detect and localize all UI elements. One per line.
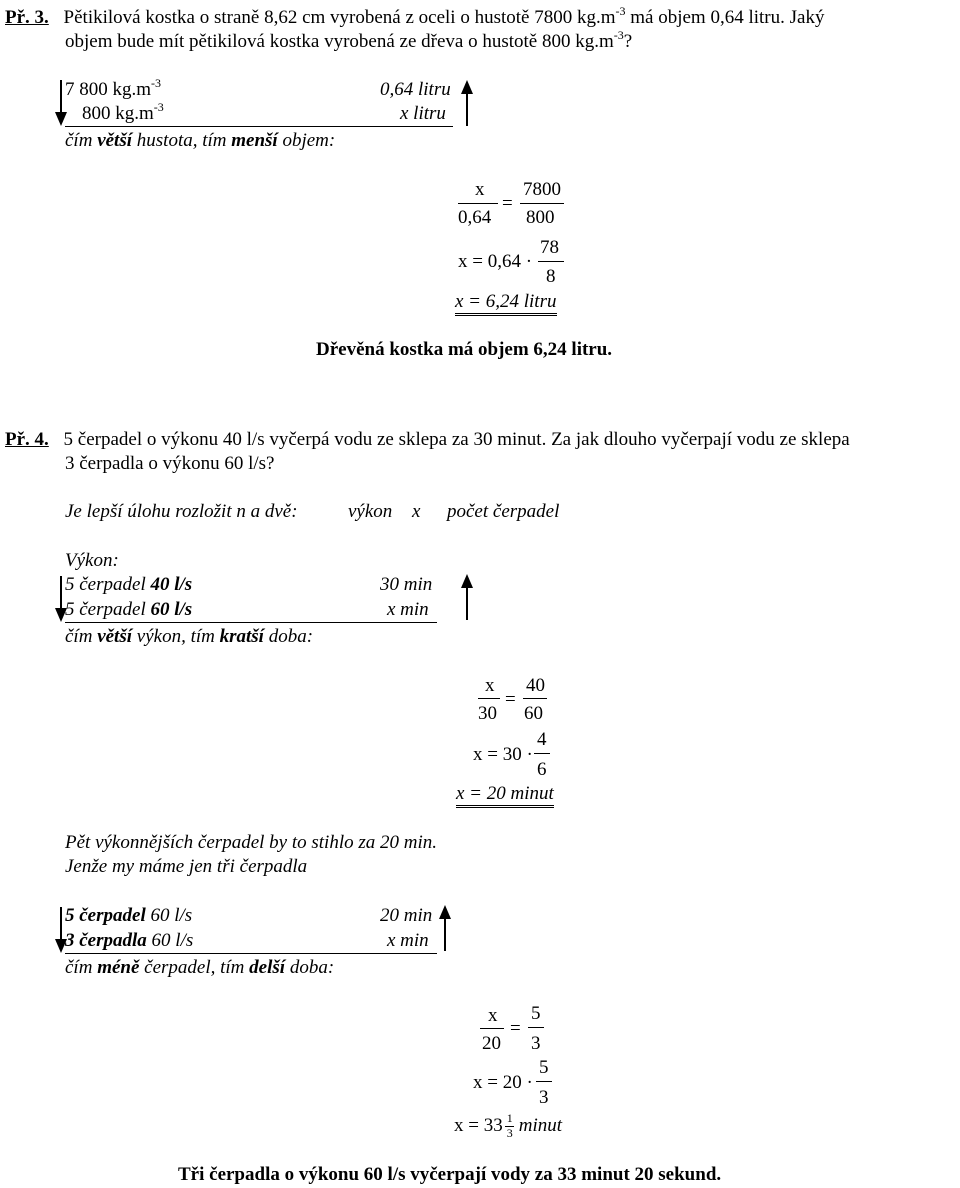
ex4-line2: 3 čerpadla o výkonu 60 l/s? <box>65 453 275 474</box>
ex4-note1: Pět výkonnějších čerpadel by to stihlo za 20 min. <box>65 832 437 853</box>
ex4-split-b: výkon <box>348 501 393 522</box>
ex4-split-d: počet čerpadel <box>447 501 560 522</box>
ex4-divider1 <box>65 622 437 623</box>
ex4-split-c: x <box>412 501 421 522</box>
ex3-text2: objem bude mít pětikilová kostka vyrobená ze dřeva o hustotě 800 kg.m <box>65 31 614 52</box>
eqB-bar <box>534 753 550 754</box>
ex3-divider <box>65 126 453 127</box>
eqB-den: 6 <box>537 759 547 780</box>
ex4-p2-right: x min <box>387 930 429 951</box>
ex4-p1-left: 5 čerpadel 60 l/s <box>65 905 193 926</box>
ex4-divider2 <box>65 953 437 954</box>
eqC-bar-right <box>528 1027 544 1028</box>
ex4-rule2: čím méně čerpadel, tím delší doba: <box>65 957 335 978</box>
eqA-den-left: 30 <box>478 703 497 724</box>
eqA-equals: = <box>505 689 516 710</box>
ex4-vykon-heading: Výkon: <box>65 550 119 571</box>
eq2-num: 78 <box>540 237 559 258</box>
ex3-text2-tail: ? <box>623 31 633 52</box>
eqA-num-left: x <box>485 675 495 696</box>
ex3-row2-left: 800 $kg.m^{-3}$ <box>82 100 164 124</box>
ex3-answer: Dřevěná kostka má objem 6,24 litru. <box>316 339 613 360</box>
ex4-line1 <box>5 428 850 452</box>
ex3-sup2: -3 <box>613 28 624 42</box>
eqA-bar-right <box>523 698 547 699</box>
eqD-den: 3 <box>539 1087 549 1108</box>
eqC-den-left: 20 <box>482 1033 501 1054</box>
eq1-bar-left <box>458 203 498 204</box>
ex4-resultA: x = 20 minut <box>456 784 554 803</box>
eq2-left: x = 0,64 · <box>458 251 533 272</box>
ex3-text1-tail: má objem 0,64 litru. Jaký <box>630 7 825 28</box>
eqC-den-right: 3 <box>531 1033 541 1054</box>
ex4-v1-right: 30 min <box>380 574 433 595</box>
ex3-row1-right: 0,64 litru <box>380 79 451 100</box>
ex3-result: x = 6,24 litru <box>455 292 557 311</box>
eq1-num-left: x <box>475 179 485 200</box>
ex4-v2-right: x min <box>387 599 429 620</box>
ex4-label: Př. 4. <box>5 429 49 450</box>
ex3-row2-right: x litru <box>400 103 446 124</box>
ex3-sup1: -3 <box>615 4 626 18</box>
eqC-equals: = <box>510 1018 521 1039</box>
ex3-line1 <box>5 6 824 31</box>
eqD-left: x = 20 · <box>473 1072 533 1093</box>
eqA-den-right: 60 <box>524 703 543 724</box>
eqD-num: 5 <box>539 1057 549 1078</box>
eqC-bar-left <box>480 1028 504 1029</box>
up-arrow-icon <box>460 80 474 126</box>
ex3-text1: Pětikilová kostka o straně 8,62 cm vyrobená z oceli o hustotě 7800 kg.m <box>63 7 616 28</box>
eq2-bar <box>538 261 564 262</box>
eqB-left: x = 30 · <box>473 744 533 765</box>
ex3-line2 <box>65 30 632 55</box>
eqB-num: 4 <box>537 729 547 750</box>
eq1-equals: = <box>502 193 513 214</box>
eq1-num-right: 7800 <box>523 179 561 200</box>
up-arrow-icon <box>460 574 474 620</box>
eq1-den-right: 800 <box>526 207 555 228</box>
eq1-bar-right <box>520 203 564 204</box>
eqA-bar-left <box>478 698 500 699</box>
ex4-v2-left: 5 čerpadel 60 l/s <box>65 599 193 620</box>
ex4-p1-right: 20 min <box>380 905 433 926</box>
eq1-den-left: 0,64 <box>458 207 492 228</box>
ex4-note2: Jenže my máme jen tři čerpadla <box>65 856 308 877</box>
ex4-text1: 5 čerpadel o výkonu 40 l/s vyčerpá vodu ze sklepa za 30 minut. Za jak dlouho vyčerpají vodu ze sklepa <box>63 429 850 450</box>
ex4-split-a: Je lepší úlohu rozložit n a dvě: <box>65 501 298 522</box>
ex4-p2-left: 3 čerpadla 60 l/s <box>65 930 194 951</box>
ex4-resultB: x = 33 $\frac{1}{3}$ minut <box>454 1111 562 1140</box>
eqA-num-right: 40 <box>526 675 545 696</box>
eqD-bar <box>536 1081 552 1082</box>
eqC-num-left: x <box>488 1005 498 1026</box>
up-arrow-icon <box>438 905 452 951</box>
ex4-v1-left: 5 čerpadel 40 l/s <box>65 574 193 595</box>
ex3-label: Př. 3. <box>5 7 49 28</box>
eq2-den: 8 <box>546 266 556 287</box>
ex3-rule-text: čím větší hustota, tím menší objem: <box>65 130 336 151</box>
mixed-fraction: $\frac{1}{3}$ <box>506 1111 513 1140</box>
ex3-row1-left: 7 800 $kg.m^{-3}$ <box>65 76 162 100</box>
ex4-rule1: čím větší výkon, tím kratší doba: <box>65 626 314 647</box>
eqC-num-right: 5 <box>531 1003 541 1024</box>
ex4-answer: Tři čerpadla o výkonu 60 l/s vyčerpají vody za 33 minut 20 sekund. <box>178 1164 722 1185</box>
